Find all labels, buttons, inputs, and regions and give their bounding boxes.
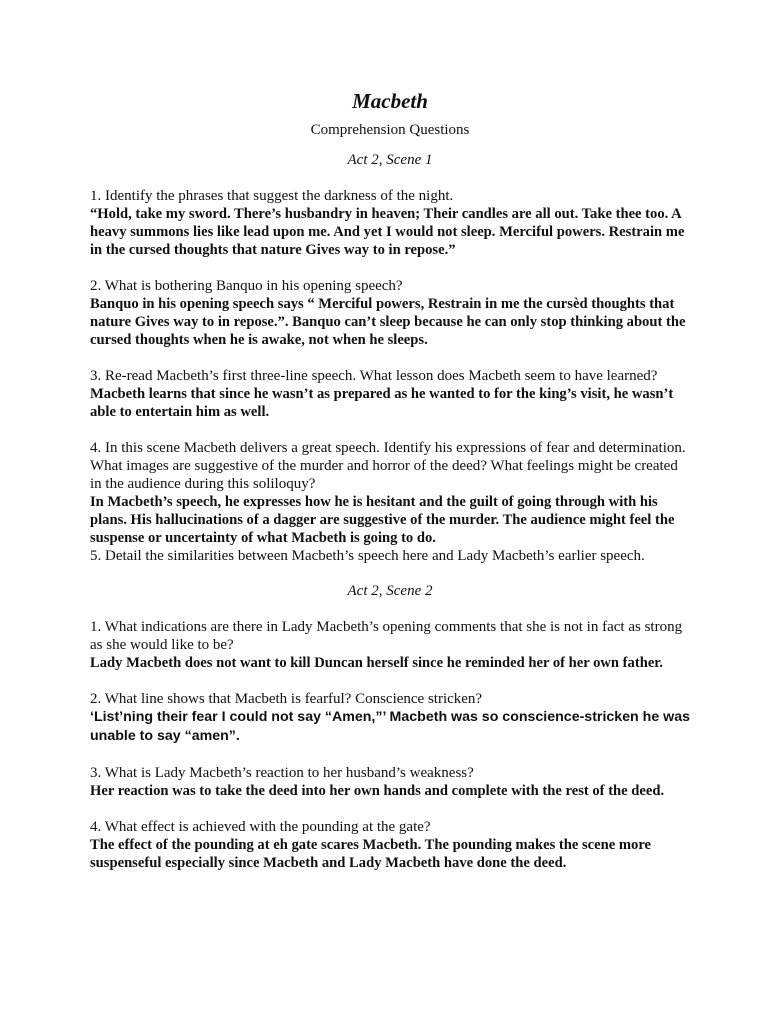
question-text: 4. What effect is achieved with the pounding at the gate? <box>90 819 431 835</box>
answer-text: Banquo in his opening speech says “ Merciful powers, Restrain in me the cursèd thoughts that nature Gives way to in repose.”. Banquo can’t sleep because he can only stop thinking about the cursed thoughts when he is awake, not when he sleeps. <box>90 296 686 348</box>
question-text: 2. What is bothering Banquo in his opening speech? <box>90 278 403 294</box>
question-text: 2. What line shows that Macbeth is fearful? Conscience stricken? <box>90 691 483 707</box>
question-text: 5. Detail the similarities between Macbeth’s speech here and Lady Macbeth’s earlier speech. <box>90 548 645 564</box>
answer-text: The effect of the pounding at eh gate scares Macbeth. The pounding makes the scene more suspenseful especially since Macbeth and Lady Macbeth have done the deed. <box>90 837 652 871</box>
question-text: 1. Identify the phrases that suggest the darkness of the night. <box>90 188 454 204</box>
question-text: 3. Re-read Macbeth’s first three-line speech. What lesson does Macbeth seem to have learned? <box>90 368 658 384</box>
answer-text: Lady Macbeth does not want to kill Duncan herself since he reminded her of her own father. <box>90 655 664 671</box>
question-text: 1. What indications are there in Lady Macbeth’s opening comments that she is not in fact as strong as she would like to be? <box>90 619 683 653</box>
answer-text: Macbeth learns that since he wasn’t as prepared as he wanted to for the king’s visit, he wasn’t able to entertain him as well. <box>90 386 674 420</box>
question-block-s2-q4 <box>90 818 690 872</box>
question-block-s1-q1 <box>90 187 690 259</box>
question-block-s1-q3 <box>90 367 690 421</box>
answer-text: ‘List’ning their fear I could not say “Amen,”’ Macbeth was so conscience-stricken he was unable to say “amen”. <box>90 709 690 744</box>
question-block-s1-q5 <box>90 547 690 565</box>
question-block-s2-q2 <box>90 690 690 746</box>
question-block-s2-q3 <box>90 764 690 800</box>
answer-text: “Hold, take my sword. There’s husbandry in heaven; Their candles are all out. Take thee too. A heavy summons lies like lead upon me. And yet I would not sleep. Merciful powers. Restrain me in the cursed thoughts that nature Gives way to in repose.” <box>90 206 685 258</box>
question-block-s1-q4 <box>90 439 690 547</box>
answer-text: Her reaction was to take the deed into her own hands and complete with the rest of the deed. <box>90 783 665 799</box>
question-text: 3. What is Lady Macbeth’s reaction to her husband’s weakness? <box>90 765 474 781</box>
document-page <box>90 88 690 872</box>
question-block-s2-q1 <box>90 618 690 672</box>
question-block-s1-q2 <box>90 277 690 349</box>
scene-heading-act2-scene1: Act 2, Scene 1 <box>347 152 433 168</box>
document-subtitle: Comprehension Questions <box>310 122 470 138</box>
answer-text: In Macbeth’s speech, he expresses how he is hesitant and the guilt of going through with his plans. His hallucinations of a dagger are suggestive of the murder. The audience might feel the suspense or uncertainty of what Macbeth is going to do. <box>90 494 675 546</box>
scene-heading-act2-scene2: Act 2, Scene 2 <box>347 583 433 599</box>
document-title: Macbeth <box>352 89 428 113</box>
question-text: 4. In this scene Macbeth delivers a great speech. Identify his expressions of fear and determination. What images are suggestive of the murder and horror of the deed? What feelings might be created in the audience during this soliloquy? <box>90 440 686 492</box>
